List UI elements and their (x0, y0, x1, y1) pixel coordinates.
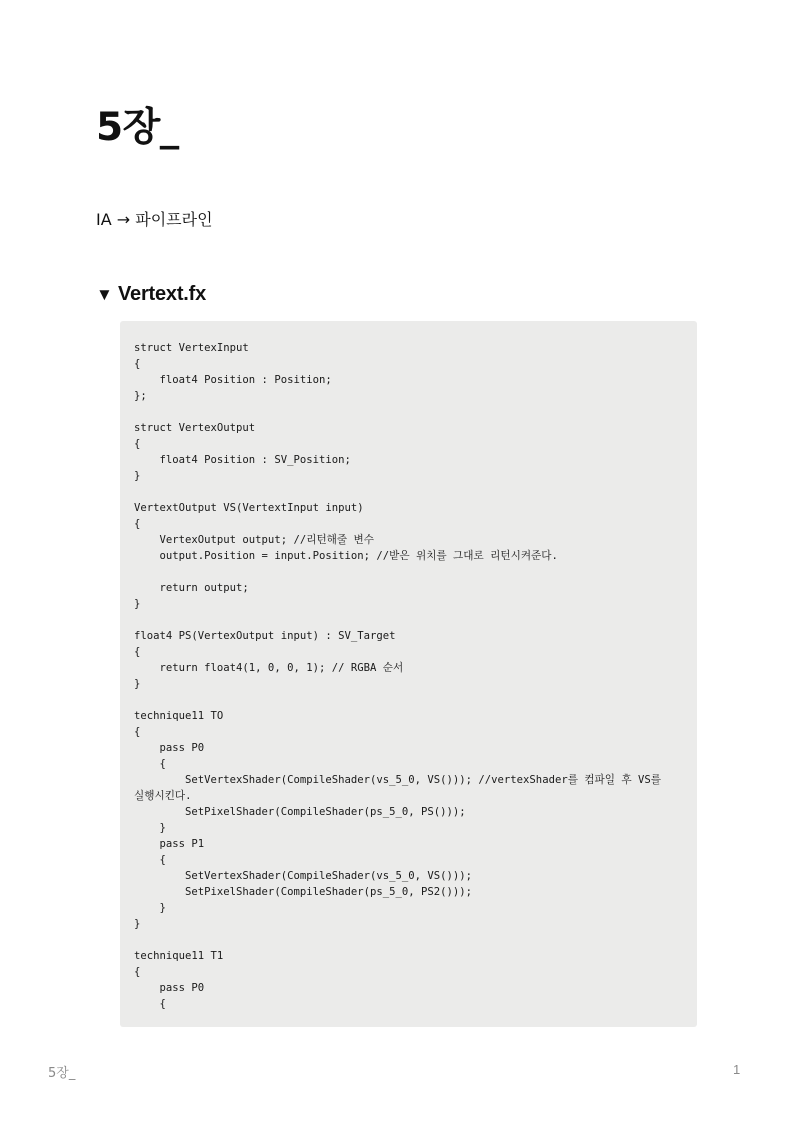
footer-document-title: 5장_ (48, 1066, 76, 1081)
page-subtitle: IA → 파이프라인 (96, 210, 213, 229)
code-block (120, 321, 697, 1027)
vertext-fx-toggle[interactable] (96, 283, 206, 306)
toggle-title: Vertext.fx (118, 283, 207, 305)
page-title: 5장_ (96, 105, 179, 150)
triangle-down-icon: ▼ (96, 284, 113, 304)
code-content: struct VertexInput { float4 Position : Position; }; struct VertexOutput { float4 Position : SV_Position; } VertextOutput VS(VertextInput input) { VertexOutput output; //리턴해줄 변수 output.Position = input.Position; //받은 위치를 그대로 리턴시켜준다. return output; } float4 PS(VertexOutput input) : SV_Target { return float4(1, 0, 0, 1); // RGBA 순서 } technique11 TO { pass P0 { SetVertexShader(CompileShader(vs_5_0, VS())); //vertexShader를 컴파일 후 VS를 실행시킨다. SetPixelShader(CompileShader(ps_5_0, PS())); } pass P1 { SetVertexShader(CompileShader(vs_5_0, VS())); SetPixelShader(CompileShader(ps_5_0, PS2())); } } technique11 T1 { pass P0 { (134, 342, 661, 1010)
footer-page-number: 1 (733, 1062, 741, 1077)
